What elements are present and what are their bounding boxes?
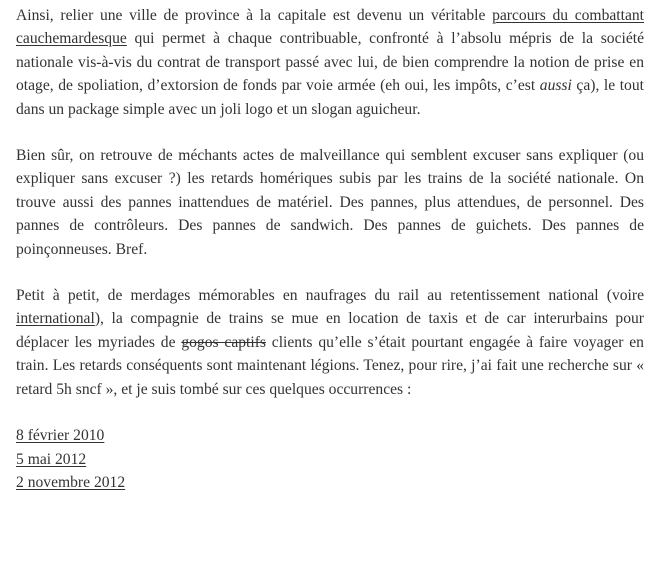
- link-international[interactable]: international: [16, 310, 95, 328]
- paragraph-3-text-c: clients qu’elle s’était pourtant engagée à faire voyager en train. Les retards conséquents sont maintenant légions. Tenez, pour rire, j’ai fait une recherche sur « retard 5h sncf », et je suis tombé sur ces quelques occurrences :: [16, 333, 644, 398]
- list-item: [16, 448, 644, 471]
- date-link-list: [16, 424, 644, 494]
- paragraph-3: [16, 284, 644, 401]
- date-link-2012-05-05[interactable]: 5 mai 2012: [16, 450, 87, 468]
- paragraph-1-text-b: qui permet à chaque contribuable, confronté à l’absolu mépris de la société nationale vis-à-vis du contrat de transport passé avec lui, de bien comprendre la notion de prise en otage, de spoliation, d’extorsion de fonds par voie armée (eh oui, les impôts, c’est: [16, 30, 644, 95]
- paragraph-3-text-a: Petit à petit, de merdages mémorables en naufrages du rail au retentissement national (voire: [16, 287, 644, 305]
- paragraph-2: [16, 144, 644, 261]
- paragraph-2-text: Bien sûr, on retrouve de méchants actes de malveillance qui semblent excuser sans expliquer (ou expliquer sans excuser ?) les retards homériques subis par les trains de la société nationale. On trouve aussi des pannes inattendues de matériel. Des pannes, plus attendues, de personnel. Des pannes de contrôleurs. Des pannes de sandwich. Des pannes de guichets. Des pannes de poinçonneuses. Bref.: [16, 147, 644, 258]
- struck-text: gogos captifs: [181, 333, 266, 351]
- list-item: [16, 424, 644, 447]
- paragraph-1-text-c: ça), le tout dans un package simple avec un joli logo et un slogan aguicheur.: [16, 77, 644, 118]
- paragraph-3-text-b: ), la compagnie de trains se mue en location de taxis et de car interurbains pour déplacer les myriades de: [16, 310, 644, 351]
- date-link-2010-02-08[interactable]: 8 février 2010: [16, 427, 105, 445]
- link-parcours-du-combattant[interactable]: parcours du combattant cauchemardesque: [16, 7, 644, 48]
- paragraph-1: [16, 4, 644, 121]
- date-link-2012-11-02[interactable]: 2 novembre 2012: [16, 473, 126, 491]
- paragraph-1-text-a: Ainsi, relier une ville de province à la capitale est devenu un véritable: [16, 7, 493, 24]
- list-item: [16, 471, 644, 494]
- paragraph-1-emphasis: aussi: [539, 77, 572, 95]
